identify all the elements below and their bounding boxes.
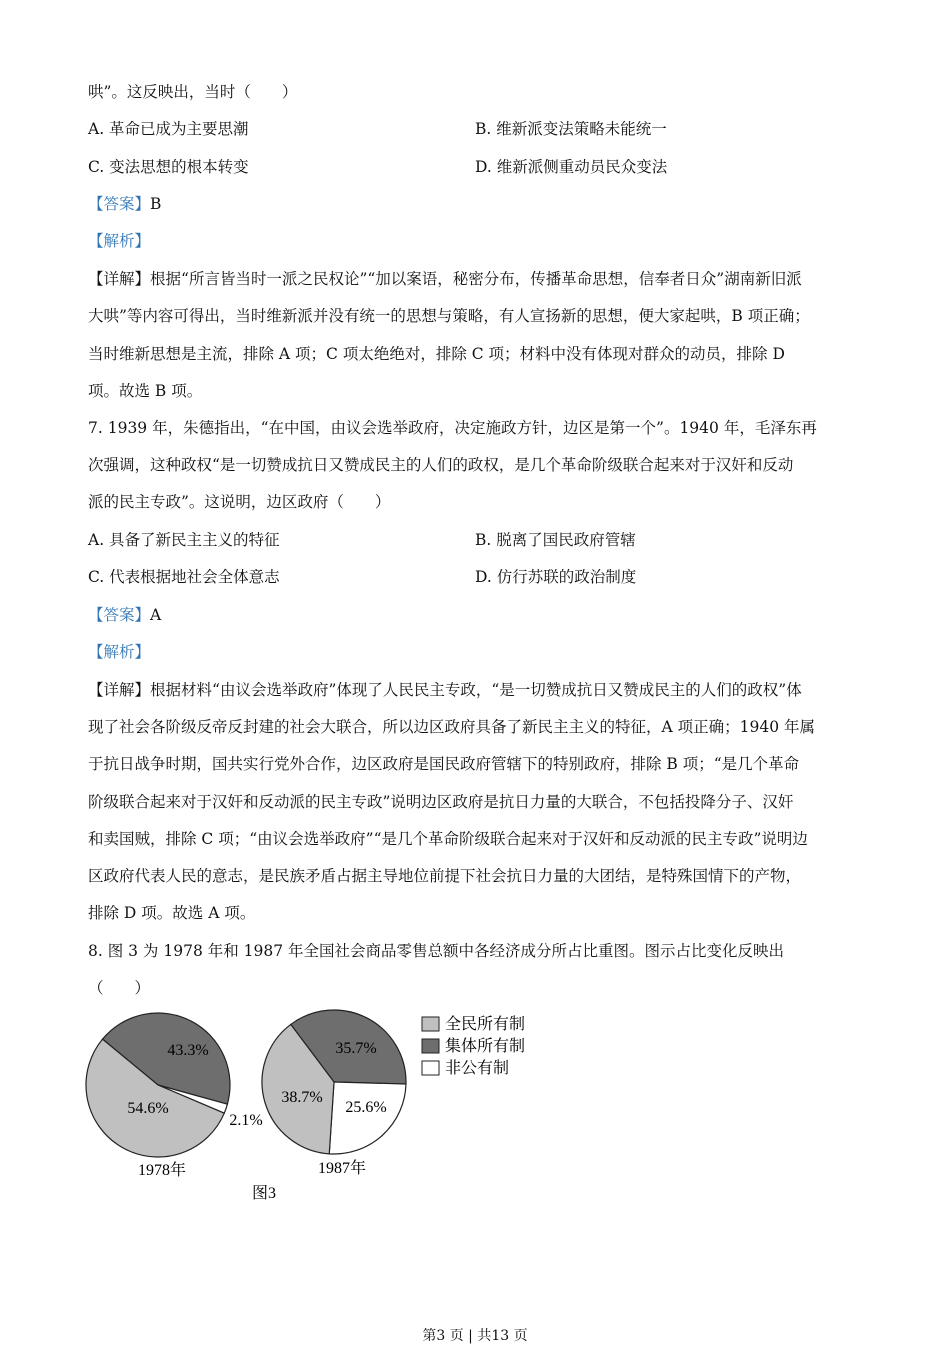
q6-analysis-tag: 【解析】 — [88, 232, 151, 250]
legend-swatch-state — [422, 1017, 439, 1031]
q6-option-b: B. 维新派变法策略未能统一 — [475, 120, 667, 138]
q7-detail-line-6: 区政府代表人民的意志，是民族矛盾占据主导地位前提下社会抗日力量的大团结，是特殊国情下的产物， — [88, 867, 802, 885]
q8-stem-line-1: 8. 图 3 为 1978 年和 1987 年全国社会商品零售总额中各经济成分所占比重图。图示占比变化反映出 — [88, 942, 785, 960]
q7-option-d: D. 仿行苏联的政治制度 — [475, 568, 637, 586]
page-footer: 第3 页 | 共13 页 — [422, 1328, 528, 1344]
pie-slice-nonpublic — [329, 1082, 406, 1154]
data-label-nonpublic: 25.6% — [345, 1099, 387, 1116]
q7-stem-line-2: 次强调，这种政权“是一切赞成抗日又赞成民主的人们的政权，是几个革命阶级联合起来对于汉奸和反动 — [88, 456, 794, 474]
q7-answer — [88, 605, 161, 625]
q6-detail-line-4: 项。故选 B 项。 — [88, 382, 203, 400]
data-label-collective: 43.3% — [167, 1042, 209, 1059]
legend-swatch-nonpublic — [422, 1061, 439, 1075]
legend-label-state: 全民所有制 — [445, 1016, 526, 1033]
q7-detail-line-7: 排除 D 项。故选 A 项。 — [88, 904, 256, 922]
data-label-nonpublic: 2.1% — [229, 1112, 263, 1129]
pie-title: 1978年 — [137, 1162, 187, 1179]
figure-3-pie-charts — [80, 1005, 550, 1210]
legend — [422, 1015, 525, 1077]
q6-answer — [88, 194, 161, 214]
q7-detail-line-3: 于抗日战争时期，国共实行党外合作，边区政府是国民政府管辖下的特别政府，排除 B 项；“是几个革命 — [88, 755, 800, 773]
q7-detail-line-4: 阶级联合起来对于汉奸和反动派的民主专政”说明边区政府是抗日力量的大联合，不包括投降分子、汉奸 — [88, 793, 794, 811]
q8-stem-line-2: （ ） — [88, 979, 151, 997]
detail-tag: 【详解】 — [88, 681, 151, 699]
detail-text: 根据“所言皆当时一派之民权论”“加以案语，秘密分布，传播革命思想，信奉者日众”湖南新旧派 — [150, 270, 802, 288]
detail-text: 根据材料“由议会选举政府”体现了人民民主专政，“是一切赞成抗日又赞成民主的人们的政权”体 — [150, 681, 802, 699]
q7-detail-line-5: 和卖国贼，排除 C 项；“由议会选举政府”“是几个革命阶级联合起来对于汉奸和反动派的民主专政”说明边 — [88, 830, 808, 848]
q6-option-a: A. 革命已成为主要思潮 — [88, 120, 249, 138]
legend-label-collective: 集体所有制 — [445, 1038, 526, 1055]
q7-stem-line-3: 派的民主专政”。这说明，边区政府（ ） — [88, 493, 391, 511]
q6-option-d: D. 维新派侧重动员民众变法 — [475, 158, 668, 176]
q7-option-b: B. 脱离了国民政府管辖 — [475, 531, 636, 549]
legend-swatch-collective — [422, 1039, 439, 1053]
data-label-collective: 35.7% — [335, 1040, 377, 1057]
figure-caption: 图3 — [251, 1185, 277, 1202]
q6-detail-line-1 — [88, 269, 802, 289]
detail-tag: 【详解】 — [88, 270, 151, 288]
q7-stem-line-1: 7. 1939 年，朱德指出，“在中国，由议会选举政府，决定施政方针，边区是第一个”。1940 年，毛泽东再 — [88, 419, 817, 437]
pie-chart-1987 — [262, 1010, 406, 1177]
q7-detail-line-2: 现了社会各阶级反帝反封建的社会大联合，所以边区政府具备了新民主主义的特征，A 项正确；1940 年属 — [88, 718, 815, 736]
q7-option-c: C. 代表根据地社会全体意志 — [88, 568, 280, 586]
pie-chart-1978 — [86, 1013, 263, 1179]
q7-option-a: A. 具备了新民主主义的特征 — [88, 531, 280, 549]
q6-stem-tail: 哄”。这反映出，当时（ ） — [88, 83, 298, 101]
answer-value: B — [150, 195, 162, 213]
q6-detail-line-3: 当时维新思想是主流，排除 A 项；C 项太绝绝对，排除 C 项；材料中没有体现对群众的动员，排除 D — [88, 345, 785, 363]
legend-label-nonpublic: 非公有制 — [445, 1060, 510, 1077]
answer-value: A — [150, 606, 162, 624]
q7-analysis-tag: 【解析】 — [88, 643, 151, 661]
answer-tag: 【答案】 — [88, 606, 151, 624]
q7-detail-line-1 — [88, 680, 802, 700]
data-label-state: 38.7% — [281, 1089, 323, 1106]
data-label-state: 54.6% — [127, 1100, 169, 1117]
q6-option-c: C. 变法思想的根本转变 — [88, 158, 249, 176]
q6-detail-line-2: 大哄”等内容可得出，当时维新派并没有统一的思想与策略，有人宣扬新的思想，便大家起哄，B 项正确； — [88, 307, 810, 325]
answer-tag: 【答案】 — [88, 195, 151, 213]
pie-title: 1987年 — [317, 1160, 367, 1177]
